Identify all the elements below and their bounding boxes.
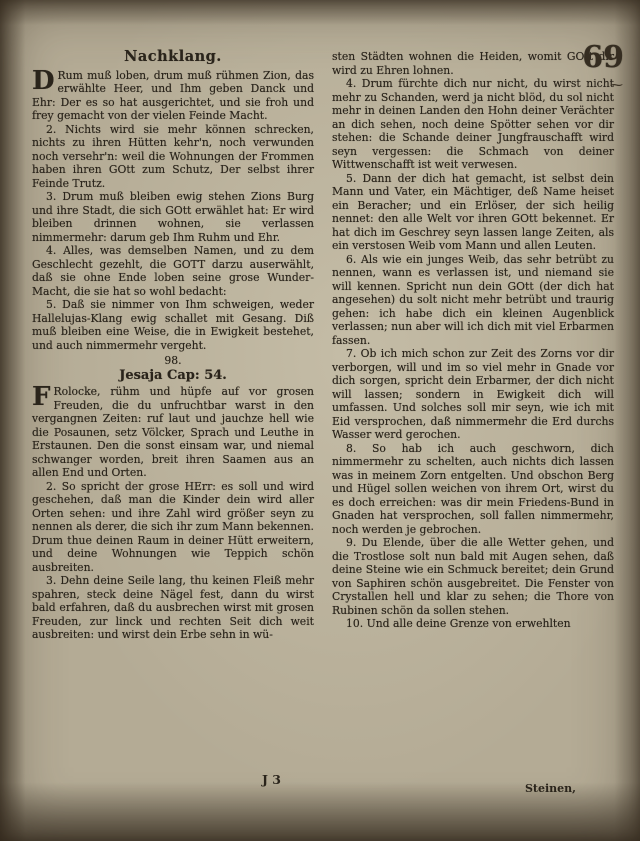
- paragraph: 7. Ob ich mich schon zur Zeit des Zorns vor dir verborgen, will und im so viel mehr in Gnade vor dich sorgen, spricht dein Erbarmer, der dich nicht will lassen; sondern in Ewigkeit dich will umfassen. Und solches soll mir seyn, wie ich mit Eid versprochen, daß nimmermehr die Erd durchs Wasser werd gerochen.: [332, 347, 614, 441]
- paragraph: 6. Als wie ein junges Weib, das sehr betrübt zu nennen, wann es verlassen ist, und niemand sie will kennen. Spricht nun dein GOtt (der dich hat angesehen) du solt nicht mehr betrübt und traurig gehen: ich habe dich ein kleinen Augenblick verlassen; nun aber will ich dich mit viel Erbarmen fassen.: [332, 252, 614, 347]
- right-column: [332, 50, 614, 642]
- paragraph: 2. So spricht der grose HErr: es soll und wird geschehen, daß man die Kinder dein wird aller Orten sehen: und ihre Zahl wird größer seyn zu nennen als derer, die sich ihr zum Mann bekennen. Drum thue deinen Raum in deiner Hütt erweitern, und deine Wohnungen wie Teppich schön ausbreiten.: [32, 479, 314, 574]
- paragraph: 3. Drum muß bleiben ewig stehen Zions Burg und ihre Stadt, die sich GOtt erwählet hat: Er wird bleiben drinnen wohnen, sie verlassen nimmermehr: darum geb Ihm Ruhm und Ehr.: [32, 190, 314, 244]
- paragraph: D Rum muß loben, drum muß rühmen Zion, das erwählte Heer, und Ihm geben Danck und Ehr: Der es so hat ausgerichtet, und sie froh und frey gemacht von der vielen Feinde Macht.: [32, 65, 314, 122]
- paragraph: 3. Dehn deine Seile lang, thu keinen Fleiß mehr spahren, steck deine Nägel fest, dann du wirst bald erfahren, daß du ausbrechen wirst mit grosen Freuden, zur linck und rechten Seit dich weit ausbreiten: und wirst dein Erbe sehn in wü-: [32, 574, 314, 641]
- paragraph: 4. Drum fürchte dich nur nicht, du wirst nicht mehr zu Schanden, werd ja nicht blöd, du sol nicht mehr in deinen Landen den Hohn deiner Verächter an dich sehen, noch deine Spötter sehen vor dir stehen: die Schande deiner Jungfrauschafft wird seyn vergessen: die Schmach von deiner Wittwenschafft ist weit verwesen.: [332, 77, 614, 171]
- gathering-signature: J 3: [262, 772, 281, 787]
- paragraph: 8. So hab ich auch geschworn, dich nimmermehr zu schelten, auch nichts dich lassen was in meinem Zorn entgelten. Und obschon Berg und Hügel sollen weichen von ihrem Ort, wirst du es doch erreichen: was dir mein Friedens-Bund in Gnaden hat versprochen, soll fallen nimmermehr, noch werden je gebrochen.: [332, 441, 614, 536]
- page-number: 69: [582, 40, 624, 75]
- paragraph: 4. Alles, was demselben Namen, und zu dem Geschlecht gezehlt, die GOTT darzu auserwählt, daß sie ohne Ende loben seine grose Wunder-Macht, die sie hat so wohl bedacht:: [32, 244, 314, 298]
- drop-cap: F: [32, 382, 51, 412]
- paragraph: Jesaja Cap: 54.: [119, 367, 227, 383]
- paragraph: 5. Daß sie nimmer von Ihm schweigen, weder Hallelujas-Klang ewig schallet mit Gesang. Diß muß bleiben eine Weise, die in Ewigkeit bestehet, und auch nimmermehr vergeht.: [32, 298, 314, 352]
- paragraph: 9. Du Elende, über die alle Wetter gehen, und die Trostlose solt nun bald mit Augen sehen, daß deine Steine wie ein Schmuck bereitet; dein Grund von Saphiren schön ausgebreitet. Die Fenster von Crystallen hell und klar zu sehen; die Thore von Rubinen schön da sollen stehen.: [332, 536, 614, 617]
- left-column: [32, 50, 314, 642]
- paragraph: 2. Nichts wird sie mehr können schrecken, nichts zu ihren Hütten kehr'n, noch verwunden noch versehr'n: weil die Wohnungen der Frommen haben ihren GOtt zum Schutz, Der selbst ihrer Feinde Trutz.: [32, 122, 314, 190]
- paragraph: F Rolocke, rühm und hüpfe auf vor grosen Freuden, die du unfruchtbar warst in den vergangnen Zeiten: ruf laut und jauchze hell wie die Posaunen, setz Völcker, Sprach und Leuthe in Erstaunen. Den die sonst einsam war, und niemal schwanger worden, breit ihren Saamen aus an allen End und Orten.: [32, 382, 314, 479]
- paragraph: 5. Dann der dich hat gemacht, ist selbst dein Mann und Vater, ein Mächtiger, deß Name heiset ein Beracher; und ein Erlöser, der sich heilig nennet: den alle Welt vor ihren GOtt bekennet. Er hat dich im Geschrey seyn lassen lange Zeiten, als ein verstosen Weib vom Mann und allen Leuten.: [332, 171, 614, 252]
- paragraph: 98.: [164, 354, 182, 367]
- page-ornament-icon: ⁓: [610, 78, 622, 93]
- drop-cap: D: [32, 65, 55, 96]
- paragraph: 10. Und alle deine Grenze von erwehlten: [346, 617, 571, 630]
- column-heading: Nachklang.: [124, 48, 222, 65]
- paragraph: sten Städten wohnen die Heiden, womit GOtt dir wird zu Ehren lohnen.: [332, 50, 614, 77]
- catchword: Steinen,: [524, 782, 576, 795]
